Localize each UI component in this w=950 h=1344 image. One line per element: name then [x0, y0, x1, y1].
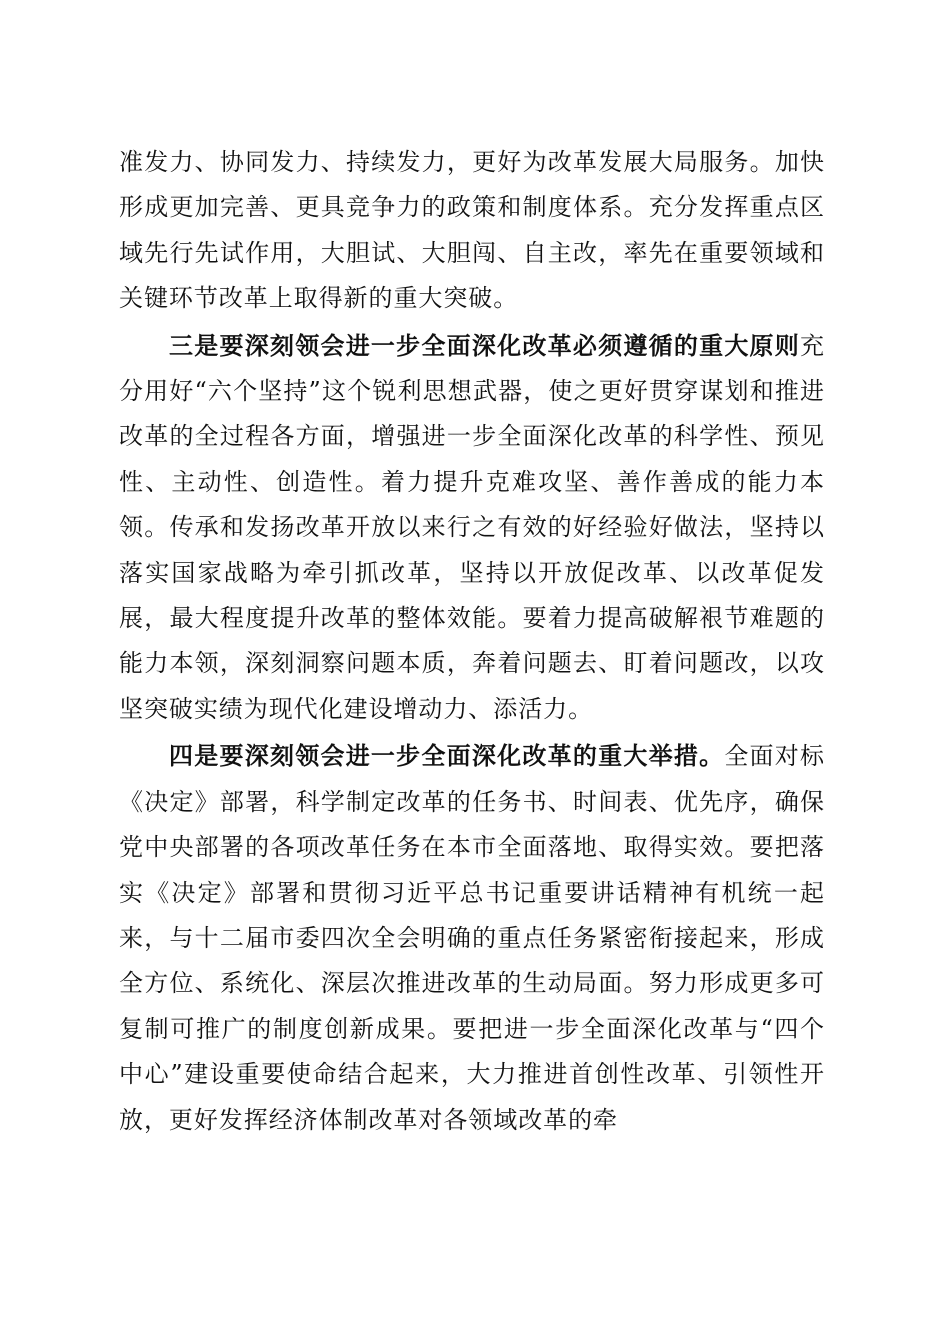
paragraph-text: 全面对标《决定》部署，科学制定改革的任务书、时间表、优先序，确保党中央部署的各项改革任务在本市全面落地、取得实效。要把落实《决定》部署和贯彻习近平总书记重要讲话精神有机统一起来，与十二届市委四次全会明确的重点任务紧密衔接起来，形成全方位、系统化、深层次推进改革的生动局面。努力形成更多可复制可推广的制度创新成果。要把进一步全面深化改革与“四个中心”建设重要使命结合起来，大力推进首创性改革、引领性开放，更好发挥经济体制改革对各领域改革的牵 — [119, 742, 825, 1134]
paragraph-measures — [119, 733, 825, 1143]
paragraph-lead-heading: 四是要深刻领会进一步全面深化改革的重大举措。 — [169, 741, 725, 771]
document-body — [119, 140, 825, 1143]
paragraph-continued — [119, 140, 825, 322]
paragraph-principles — [119, 323, 825, 733]
paragraph-lead-heading: 三是要深刻领会进一步全面深化改革必须遵循的重大原则 — [169, 330, 801, 360]
paragraph-text: 充分用好“六个坚持”这个锐利思想武器，使之更好贯穿谋划和推进改革的全过程各方面，增强进一步全面深化改革的科学性、预见性、主动性、创造性。着力提升克难攻坚、善作善成的能力本领。传承和发扬改革开放以来行之有效的好经验好做法，坚持以落实国家战略为牵引抓改革，坚持以开放促改革、以改革促发展，最大程度提升改革的整体效能。要着力提高破解裉节难题的能力本领，深刻洞察问题本质，奔着问题去、盯着问题改，以攻坚突破实绩为现代化建设增动力、添活力。 — [119, 331, 825, 723]
paragraph-text: 准发力、协同发力、持续发力，更好为改革发展大局服务。加快形成更加完善、更具竞争力的政策和制度体系。充分发挥重点区域先行先试作用，大胆试、大胆闯、自主改，率先在重要领域和关键环节改革上取得新的重大突破。 — [119, 148, 825, 313]
